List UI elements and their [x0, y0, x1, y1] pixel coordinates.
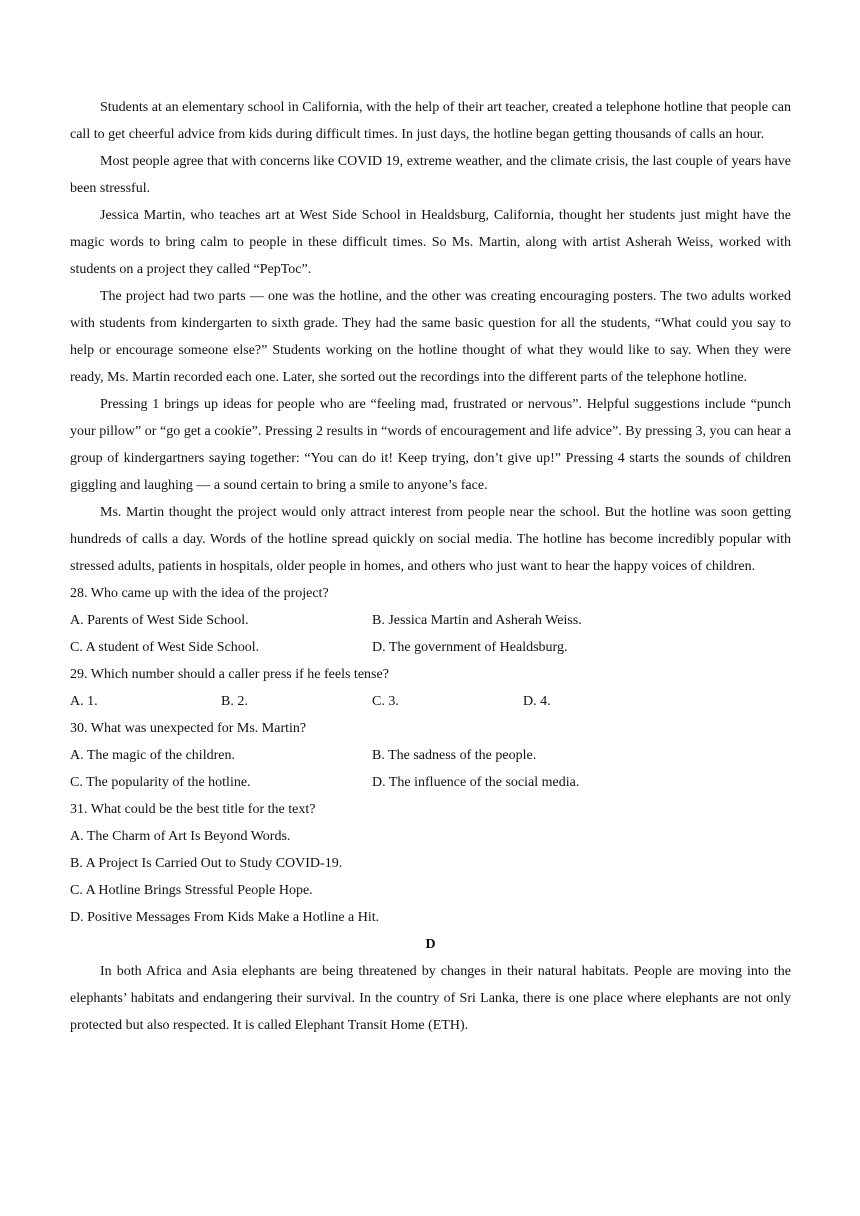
section-d-heading: D [425, 937, 436, 952]
passage-paragraph-6: Ms. Martin thought the project would only attract interest from people near the school. But the hotline was soon getting hundreds of calls a day. Words of the hotline spread quickly on social media. The hotline has become incredibly popular with stressed adults, patients in hospitals, older people in homes, and others who just want to hear the happy voices of children. [70, 505, 791, 574]
document-page [70, 94, 791, 1039]
question-28-option-c: C. A student of West Side School. [70, 640, 260, 655]
question-30-options-row-1 [70, 742, 791, 769]
question-30-stem: 30. What was unexpected for Ms. Martin? [70, 721, 307, 736]
passage-paragraph-4: The project had two parts — one was the hotline, and the other was creating encouraging posters. The two adults worked with students from kindergarten to sixth grade. They had the same basic question for all the students, “What could you say to help or encourage someone else?” Students working on the hotline thought of what they would like to say. When they were ready, Ms. Martin recorded each one. Later, she sorted out the recordings into the different parts of the telephone hotline. [70, 289, 791, 385]
question-29-option-d: D. 4. [523, 694, 551, 709]
question-31-option-b: B. A Project Is Carried Out to Study COVID-19. [70, 856, 343, 871]
question-31-stem: 31. What could be the best title for the text? [70, 802, 316, 817]
question-28-options-row-2 [70, 634, 791, 661]
passage-paragraph-5: Pressing 1 brings up ideas for people who are “feeling mad, frustrated or nervous”. Helpful suggestions include “punch your pillow” or “go get a cookie”. Pressing 2 results in “words of encouragement and life advice”. By pressing 3, you can hear a group of kindergartners saying together: “You can do it! Keep trying, don’t give up!” Pressing 4 starts the sounds of children giggling and laughing — a sound certain to bring a smile to anyone’s face. [70, 397, 791, 493]
question-31-option-d: D. Positive Messages From Kids Make a Hotline a Hit. [70, 910, 380, 925]
question-31-option-c: C. A Hotline Brings Stressful People Hope. [70, 883, 313, 898]
question-29-option-a: A. 1. [70, 694, 98, 709]
question-30-option-b: B. The sadness of the people. [372, 748, 537, 763]
passage-paragraph-2: Most people agree that with concerns like COVID 19, extreme weather, and the climate crisis, the last couple of years have been stressful. [70, 154, 791, 196]
question-29-stem: 29. Which number should a caller press if he feels tense? [70, 667, 389, 682]
question-28-option-b: B. Jessica Martin and Asherah Weiss. [372, 613, 582, 628]
passage-paragraph-1: Students at an elementary school in California, with the help of their art teacher, created a telephone hotline that people can call to get cheerful advice from kids during difficult times. In just days, the hotline began getting thousands of calls an hour. [70, 100, 791, 142]
question-28-option-d: D. The government of Healdsburg. [372, 640, 568, 655]
question-28-option-a: A. Parents of West Side School. [70, 613, 249, 628]
question-30-option-a: A. The magic of the children. [70, 748, 235, 763]
question-30-options-row-2 [70, 769, 791, 796]
section-d-paragraph: In both Africa and Asia elephants are being threatened by changes in their natural habitats. People are moving into the elephants’ habitats and endangering their survival. In the country of Sri Lanka, there is one place where elephants are not only protected but also respected. It is called Elephant Transit Home (ETH). [70, 964, 791, 1033]
question-28-options-row-1 [70, 607, 791, 634]
question-28-stem: 28. Who came up with the idea of the project? [70, 586, 329, 601]
question-30-option-d: D. The influence of the social media. [372, 775, 580, 790]
question-29-option-c: C. 3. [372, 694, 399, 709]
passage-paragraph-3: Jessica Martin, who teaches art at West Side School in Healdsburg, California, thought her students just might have the magic words to bring calm to people in these difficult times. So Ms. Martin, along with artist Asherah Weiss, worked with students on a project they called “PepToc”. [70, 208, 791, 277]
question-29-options-row [70, 688, 791, 715]
question-29-option-b: B. 2. [221, 694, 248, 709]
question-30-option-c: C. The popularity of the hotline. [70, 775, 251, 790]
question-31-option-a: A. The Charm of Art Is Beyond Words. [70, 829, 291, 844]
